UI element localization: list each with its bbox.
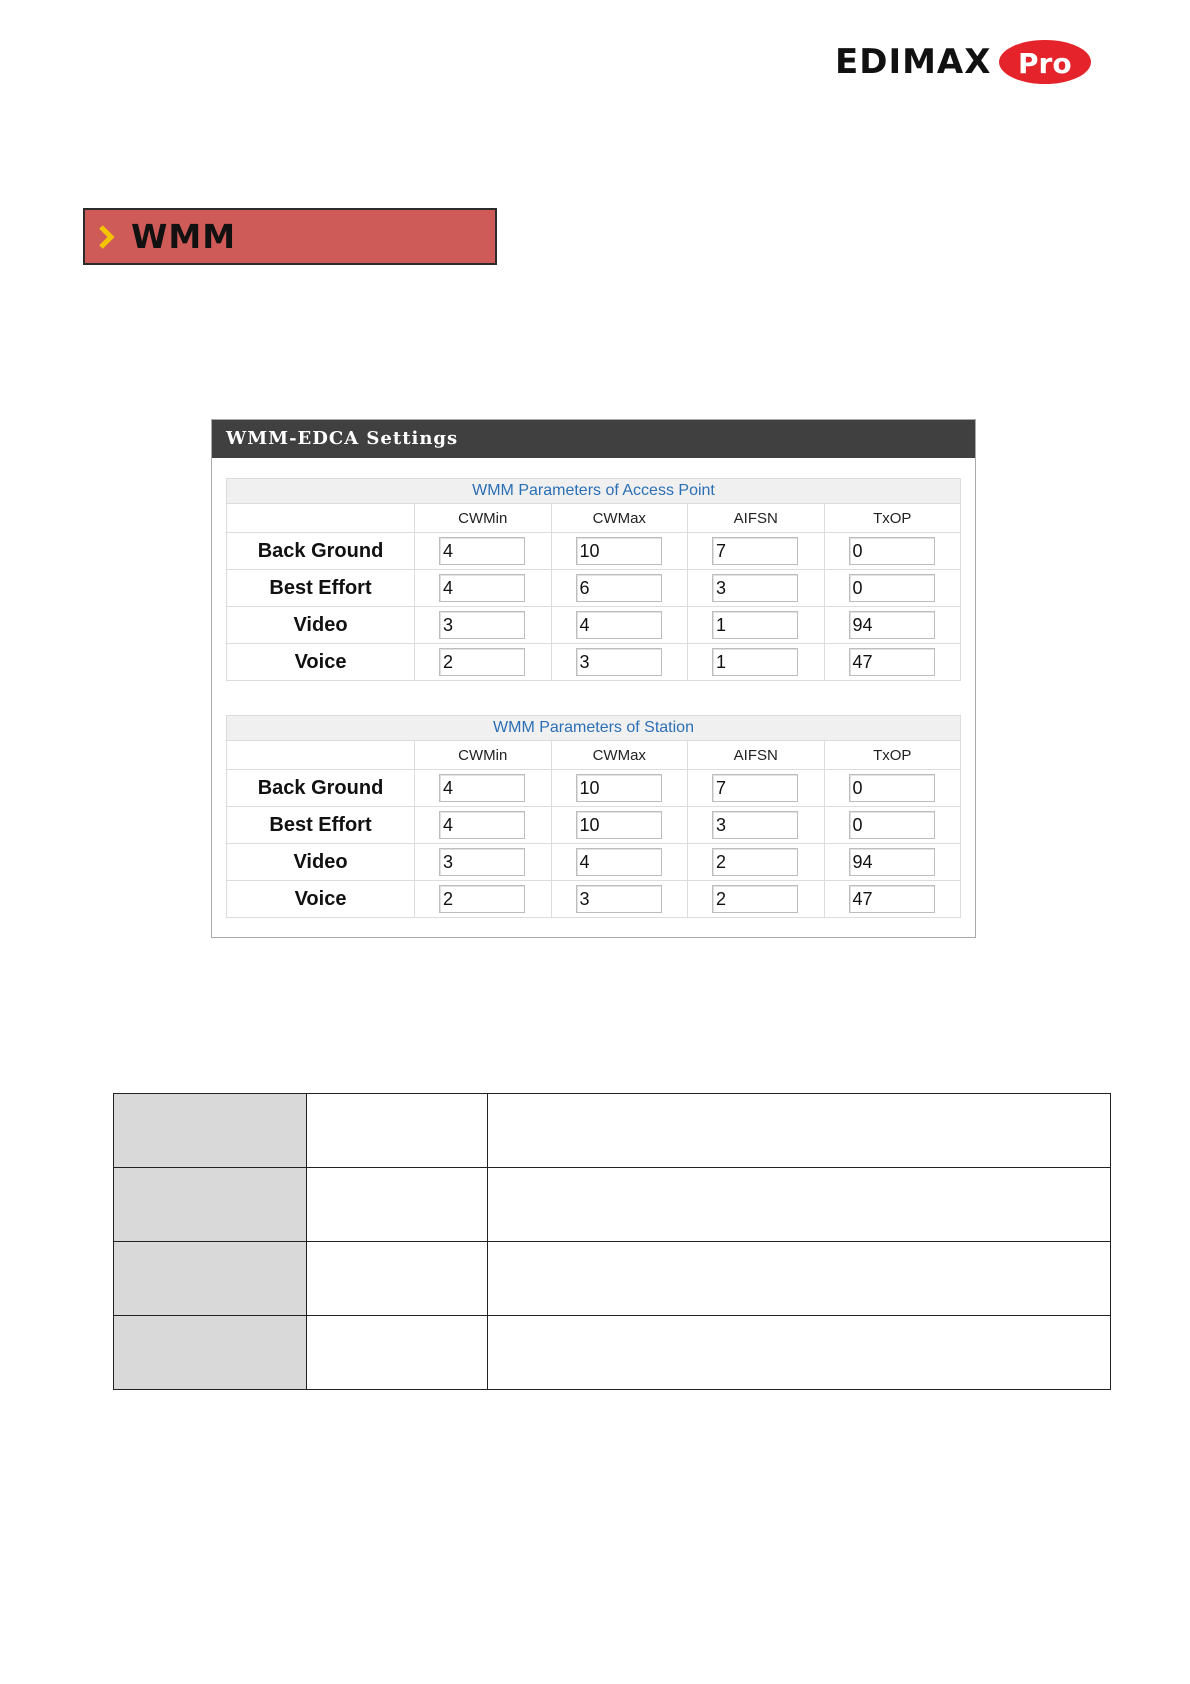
- ap-row-best-effort: [227, 570, 961, 607]
- description-text-cell: [488, 1242, 1111, 1316]
- station-best-effort-aifsn-input[interactable]: 3: [712, 811, 798, 839]
- ap-best-effort-aifsn-input[interactable]: 3: [712, 574, 798, 602]
- ap-video-aifsn-input[interactable]: 1: [712, 611, 798, 639]
- station-row-voice: [227, 881, 961, 918]
- station-video-cwmax-input[interactable]: 4: [576, 848, 662, 876]
- ap-best-effort-txop-input[interactable]: 0: [849, 574, 935, 602]
- ap-best-effort-cwmin-input[interactable]: 4: [439, 574, 525, 602]
- station-row-back-ground: [227, 770, 961, 807]
- ap-back-ground-txop-input[interactable]: 0: [849, 537, 935, 565]
- station-voice-cwmin-input[interactable]: 2: [439, 885, 525, 913]
- ap-row-back-ground: [227, 533, 961, 570]
- ap-video-cwmax-input[interactable]: 4: [576, 611, 662, 639]
- description-table: [113, 1093, 1111, 1390]
- description-value-cell: [307, 1242, 488, 1316]
- station-best-effort-txop-input[interactable]: 0: [849, 811, 935, 839]
- row-label: Back Ground: [227, 770, 415, 807]
- ap-voice-txop-input[interactable]: 47: [849, 648, 935, 676]
- wmm-edca-panel: [211, 419, 976, 938]
- header-blank: [227, 741, 415, 770]
- station-best-effort-cwmax-input[interactable]: 10: [576, 811, 662, 839]
- row-label: Voice: [227, 881, 415, 918]
- description-row: [114, 1242, 1111, 1316]
- column-header-aifsn: AIFSN: [688, 504, 825, 533]
- column-header-txop: TxOP: [824, 504, 961, 533]
- station-back-ground-cwmax-input[interactable]: 10: [576, 774, 662, 802]
- ap-voice-aifsn-input[interactable]: 1: [712, 648, 798, 676]
- description-value-cell: [307, 1094, 488, 1168]
- header-blank: [227, 504, 415, 533]
- description-value-cell: [307, 1168, 488, 1242]
- row-label: Best Effort: [227, 807, 415, 844]
- description-row: [114, 1316, 1111, 1390]
- description-value-cell: [307, 1316, 488, 1390]
- station-back-ground-txop-input[interactable]: 0: [849, 774, 935, 802]
- ap-video-txop-input[interactable]: 94: [849, 611, 935, 639]
- description-text-cell: [488, 1094, 1111, 1168]
- edimax-pro-logo: [835, 34, 1095, 90]
- ap-voice-cwmax-input[interactable]: 3: [576, 648, 662, 676]
- column-header-aifsn: AIFSN: [688, 741, 825, 770]
- row-label: Voice: [227, 644, 415, 681]
- column-header-cwmin: CWMin: [415, 741, 552, 770]
- station-back-ground-cwmin-input[interactable]: 4: [439, 774, 525, 802]
- station-voice-txop-input[interactable]: 47: [849, 885, 935, 913]
- station-row-best-effort: [227, 807, 961, 844]
- ap-row-voice: [227, 644, 961, 681]
- ap-back-ground-cwmax-input[interactable]: 10: [576, 537, 662, 565]
- section-header-wmm: [83, 208, 497, 265]
- station-voice-aifsn-input[interactable]: 2: [712, 885, 798, 913]
- station-table-caption: WMM Parameters of Station: [227, 716, 961, 741]
- row-label: Back Ground: [227, 533, 415, 570]
- station-voice-cwmax-input[interactable]: 3: [576, 885, 662, 913]
- station-video-cwmin-input[interactable]: 3: [439, 848, 525, 876]
- ap-back-ground-cwmin-input[interactable]: 4: [439, 537, 525, 565]
- station-video-txop-input[interactable]: 94: [849, 848, 935, 876]
- column-header-txop: TxOP: [824, 741, 961, 770]
- ap-row-video: [227, 607, 961, 644]
- row-label: Video: [227, 844, 415, 881]
- chevron-right-icon: [91, 222, 121, 252]
- column-header-cwmax: CWMax: [551, 741, 688, 770]
- logo-text: EDIMAX: [835, 42, 992, 82]
- logo-badge-text: Pro: [1018, 47, 1072, 80]
- station-parameters-table: [226, 715, 961, 918]
- ap-table-caption: WMM Parameters of Access Point: [227, 479, 961, 504]
- row-label: Best Effort: [227, 570, 415, 607]
- description-text-cell: [488, 1168, 1111, 1242]
- column-header-cwmin: CWMin: [415, 504, 552, 533]
- description-text-cell: [488, 1316, 1111, 1390]
- description-label-cell: [114, 1242, 307, 1316]
- description-row: [114, 1094, 1111, 1168]
- ap-video-cwmin-input[interactable]: 3: [439, 611, 525, 639]
- panel-title: WMM-EDCA Settings: [212, 420, 975, 458]
- row-label: Video: [227, 607, 415, 644]
- station-back-ground-aifsn-input[interactable]: 7: [712, 774, 798, 802]
- ap-parameters-table: [226, 478, 961, 681]
- ap-best-effort-cwmax-input[interactable]: 6: [576, 574, 662, 602]
- description-label-cell: [114, 1316, 307, 1390]
- station-video-aifsn-input[interactable]: 2: [712, 848, 798, 876]
- column-header-cwmax: CWMax: [551, 504, 688, 533]
- station-best-effort-cwmin-input[interactable]: 4: [439, 811, 525, 839]
- description-label-cell: [114, 1168, 307, 1242]
- description-row: [114, 1168, 1111, 1242]
- ap-voice-cwmin-input[interactable]: 2: [439, 648, 525, 676]
- section-title: WMM: [131, 217, 237, 256]
- station-row-video: [227, 844, 961, 881]
- ap-back-ground-aifsn-input[interactable]: 7: [712, 537, 798, 565]
- description-label-cell: [114, 1094, 307, 1168]
